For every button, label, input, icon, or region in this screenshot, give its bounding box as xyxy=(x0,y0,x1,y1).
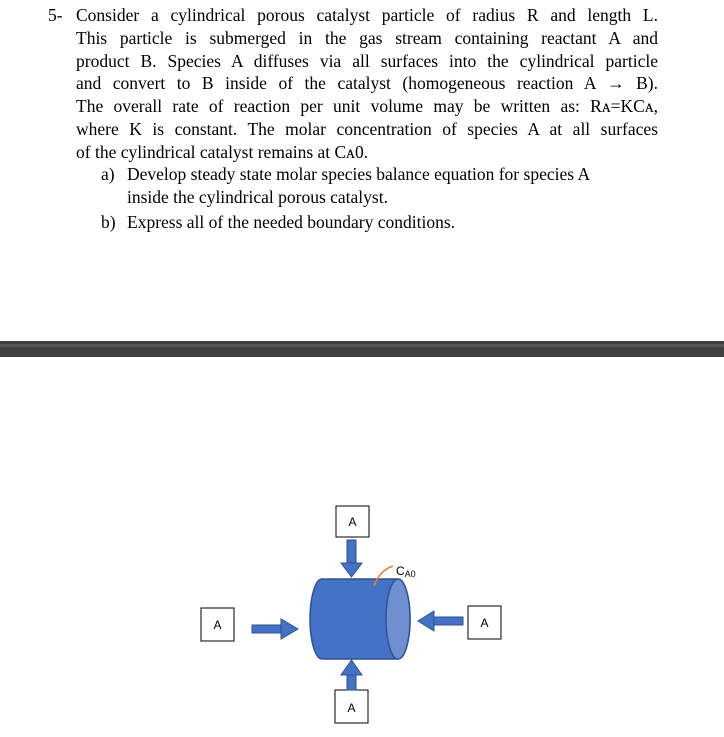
catalyst-diagram xyxy=(0,357,724,732)
bottom-flux-arrow xyxy=(341,660,362,690)
top-flux-arrow xyxy=(341,540,362,577)
catalyst-cylinder xyxy=(310,579,410,659)
concentration-main: C xyxy=(396,564,405,578)
top-box-label: A xyxy=(348,515,357,529)
part-text: Express all of the needed boundary conditions. xyxy=(127,212,456,232)
question-number: 5- xyxy=(48,5,63,25)
page-divider xyxy=(0,341,724,357)
problem-line: of the cylindrical catalyst remains at Cᴀ0. xyxy=(76,141,369,162)
problem-line: Consider a cylindrical porous catalyst particle of radius R and length L. xyxy=(76,5,658,25)
problem-line: and convert to B inside of the catalyst (homogeneous reaction A → B). xyxy=(76,73,658,94)
right-flux-arrow xyxy=(418,611,463,631)
part-text: Develop steady state molar species balance equation for species A xyxy=(127,164,591,184)
bottom-box-label: A xyxy=(347,701,356,715)
left-box-label: A xyxy=(213,618,222,632)
problem-line: where K is constant. The molar concentration of species A at all surfaces xyxy=(76,118,658,139)
part-label: a) xyxy=(101,164,115,184)
part-text: inside the cylindrical porous catalyst. xyxy=(127,186,388,207)
problem-line: The overall rate of reaction per unit volume may be written as: Rᴀ=KCᴀ, xyxy=(76,96,658,117)
part-label: b) xyxy=(101,212,116,232)
left-flux-arrow xyxy=(252,619,298,639)
cylinder-end-face xyxy=(386,579,410,659)
surface-concentration-label xyxy=(396,564,416,579)
problem-line: This particle is submerged in the gas stream containing reactant A and xyxy=(76,27,658,48)
right-box-label: A xyxy=(480,616,489,630)
problem-paragraph xyxy=(76,4,658,164)
concentration-sub: A0 xyxy=(404,569,416,579)
problem-line: product B. Species A diffuses via all surfaces into the cylindrical particle xyxy=(76,50,658,71)
